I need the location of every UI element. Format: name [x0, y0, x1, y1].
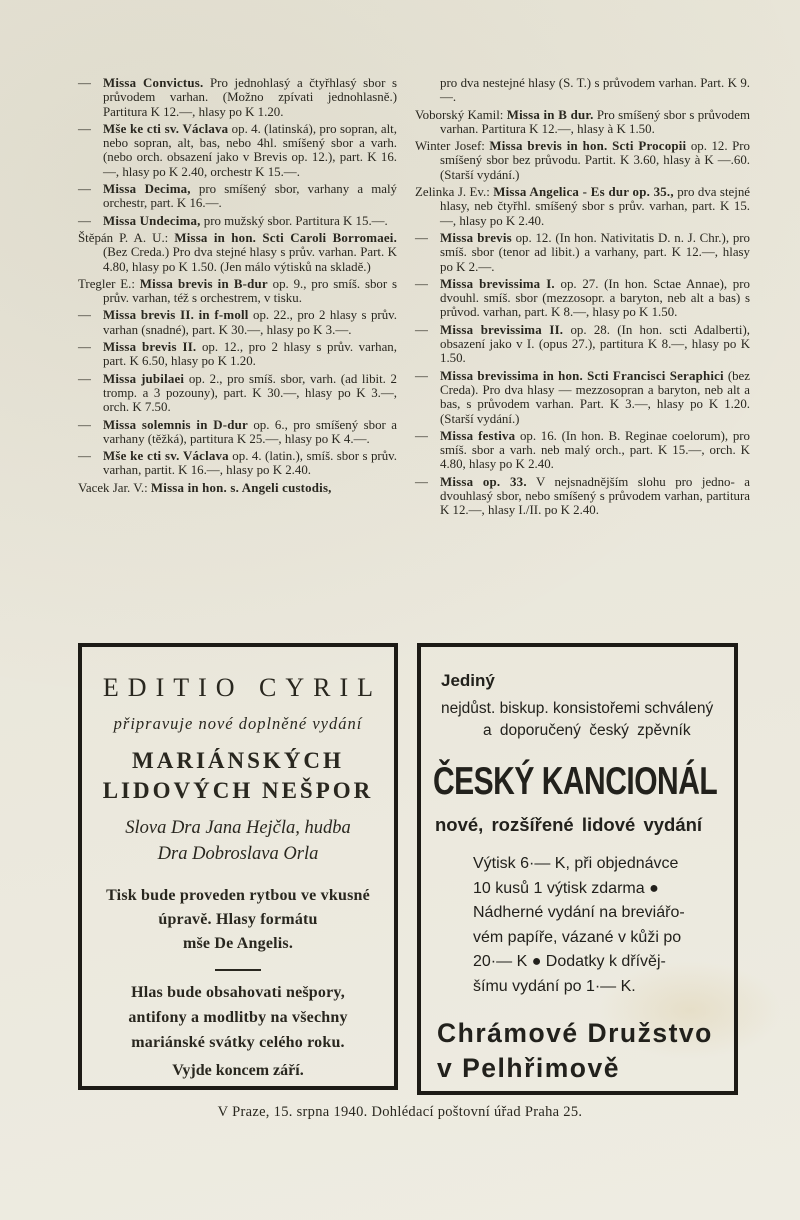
text-line: šímu vydání po 1·— K. [473, 977, 636, 995]
entry-text: op. 4. (latin.), smíš. sbor s prův. varhan, partit. K 16.—, hlasy po K 2.40. [103, 449, 397, 478]
ad-publisher-signature [437, 1016, 734, 1086]
text-line: 20·— K ● Dodatky k dřívěj- [473, 953, 666, 970]
entry-dash: — [78, 213, 91, 228]
entry-title: Missa brevis II. in f-moll [103, 308, 249, 323]
catalog-entry [415, 185, 750, 228]
entry-title: Missa brevissima I. [440, 276, 555, 291]
entry-dash: — [415, 474, 428, 489]
entry-author: Štěpán P. A. U.: [78, 230, 175, 245]
text-line: MARIÁNSKÝCH [132, 748, 344, 773]
entry-author: Voborský Kamil: [415, 107, 507, 122]
text-line: Hlas bude obsahovati nešpory, [131, 984, 345, 1001]
ad-approval-note [441, 698, 720, 742]
catalog-entry [415, 323, 750, 366]
ad-publisher-name: EDITIO CYRIL [102, 673, 383, 702]
text-line: Tisk bude proveden rytbou ve vkusné [106, 887, 370, 904]
catalog-entry [415, 108, 750, 137]
catalog-entry [415, 277, 750, 320]
text-line: vém papíře, vázané v kůži po [473, 928, 682, 946]
entry-text: Pro smíšený sbor s průvodem varhan. Partitura K 12.—, hlasy à K 1.50. [440, 107, 750, 136]
entry-text: V nejsnadnějším slohu pro jedno- a dvouhlasý sbor, nebo smíšený s průvodem varhan, partitura K 12.—, hlasy I./II. po K 2.40. [440, 474, 750, 518]
catalog-entry [78, 449, 397, 478]
catalog-entry [415, 231, 750, 274]
text-line: Nádherné vydání na breviářo- [473, 904, 685, 921]
entry-text: (Bez Creda.) Pro dva stejné hlasy s prův. varhan. Part. K 4.80, hlasy po K 1.50. (Jen málo výtisků na skladě.) [103, 245, 397, 274]
entry-title: Missa solemnis in D-dur [103, 417, 248, 432]
ad-title [82, 746, 394, 806]
entry-title: Missa Convictus. [103, 76, 204, 90]
entry-dash: — [78, 449, 91, 464]
entry-dash: — [78, 417, 91, 432]
entry-dash: — [78, 182, 91, 197]
entry-dash: — [415, 322, 428, 337]
catalog-entry [415, 429, 750, 472]
catalog-entry [78, 372, 397, 415]
entry-text: op. 9., pro smíš. sbor s prův. varhan, též s orchestrem, v tisku. [103, 276, 397, 306]
ad-lead-word: Jediný [441, 671, 495, 690]
text-line: v Pelhřimově [437, 1053, 620, 1083]
ad-tagline: připravuje nové doplněné vydání [113, 714, 363, 733]
entry-title: Missa brevis in B-dur [139, 276, 268, 291]
entry-title: Mše ke cti sv. Václava [103, 121, 229, 136]
catalog-entry [415, 369, 750, 426]
entry-dash: — [415, 428, 428, 443]
catalog-entry [78, 308, 397, 337]
entry-title: Missa Decima, [103, 182, 191, 197]
catalog-entry [78, 122, 397, 179]
text-line: a doporučený český zpěvník [483, 722, 691, 739]
catalog-entry [415, 475, 750, 518]
entry-dash: — [415, 230, 428, 245]
entry-text: op. 22., pro 2 hlasy s prův. varhan (snadné), part. K 30.—, hlasy po K 3.—. [103, 308, 397, 337]
entry-text: (bez Creda). Pro dva hlasy — mezzosopran a baryton, neb alt a bas, s průvodem varhan. Part. K 3.—, hlasy po K 1.20. (Starší vydání.) [440, 368, 751, 426]
catalog-entry [415, 139, 750, 182]
catalog-entry [78, 76, 397, 119]
text-line: Slova Dra Jana Hejčla, hudba [125, 818, 351, 838]
entry-title: Missa Angelica - Es dur op. 35., [493, 185, 674, 200]
entry-text: op. 12., pro 2 hlasy s prův. varhan, part. K 6.50, hlasy po K 1.20. [103, 340, 397, 369]
text-line: mše De Angelis. [182, 935, 294, 952]
entry-title: Missa festiva [440, 428, 516, 443]
entry-title: Missa brevissima II. [440, 322, 564, 337]
entry-dash: — [78, 76, 91, 90]
entry-title: Missa brevissima in hon. Scti Francisci Seraphici [440, 368, 724, 383]
entry-dash: — [78, 308, 91, 323]
entry-text: op. 2., pro smíš. sbor, varh. (ad libit. 2 tromp. a 3 pozouny), part. K 30.—, hlasy po K 3.—, orch. K 7.50. [103, 371, 397, 415]
entry-author: Zelinka J. Ev.: [415, 185, 494, 200]
catalog-right-column [415, 76, 750, 521]
entry-dash: — [415, 276, 428, 291]
entry-text: op. 12. (In hon. Nativitatis D. n. J. Chr.), pro smíš. sbor (tenor ad libit.) a varhany, part. K 12.—, hlasy po K 2.—. [440, 230, 750, 274]
text-line: nejdůst. biskup. konsistořemi schválený [441, 700, 714, 717]
catalog-entry [78, 277, 397, 306]
entry-title: Missa in B dur. [506, 107, 594, 122]
entry-text: op. 16. (In hon. B. Reginae coelorum), pro smíš. sbor a varh. neb malý orch., part. K 15.—, orch. K 4.80, hlasy po K 2.40. [440, 428, 750, 472]
text-line: mariánské svátky celého roku. [131, 1034, 345, 1051]
catalog-entry [78, 231, 397, 274]
entry-dash: — [78, 340, 91, 355]
text-line: LIDOVÝCH NEŠPOR [102, 778, 374, 803]
catalog-entry [78, 418, 397, 447]
text-line: 10 kusů 1 výtisk zdarma ● [473, 879, 659, 897]
entry-author: Tregler E.: [78, 276, 140, 291]
entry-text: pro mužský sbor. Partitura K 15.—. [200, 213, 388, 228]
entry-dash: — [415, 368, 428, 383]
entry-title: Missa brevis II. [103, 340, 197, 355]
catalog-entry [78, 340, 397, 369]
ad-content-note [82, 980, 394, 1055]
entry-text: op. 12. Pro smíšený sbor bez průvodu. Partit. K 3.60, hlasy à K —.60. (Starší vydání.) [440, 139, 750, 182]
entry-dash: — [78, 121, 91, 136]
entry-title: Missa in hon. Scti Caroli Borromaei. [174, 230, 397, 245]
catalog-entry [78, 182, 397, 211]
ad-pricing-info [473, 852, 710, 999]
catalog-entry [78, 481, 397, 495]
ad-cesky-kancional [417, 643, 738, 1095]
ad-edition-subtitle: nové, rozšířené lidové vydání [435, 814, 703, 835]
entry-text: pro dva stejné hlasy, neb čtyřhl. smíšený sbor s prův. varhan, part. K 15.—, hlasy po K 2.40. [440, 185, 750, 228]
entry-author: Vacek Jar. V.: [78, 480, 151, 495]
entry-text: op. 28. (In hon. scti Adalberti), obsazení jako v I. (opus 27.), partitura K 8.—, hlasy po K 1.50. [440, 322, 750, 366]
entry-title: Missa in hon. s. Angeli custodis, [150, 480, 332, 495]
entry-title: Missa jubilaei [103, 371, 185, 386]
entry-text: op. 4. (latinská), pro sopran, alt, nebo sopran, alt, bas, nebo 4hl. smíšený sbor a varh. (nebo orch. obsazení jako v Brevis op. 12.), part. K 16.—, hlasy po K 2.40, orchestr K 15.—. [103, 121, 397, 179]
ad-print-note [82, 884, 394, 956]
entry-title: Missa Undecima, [103, 213, 201, 228]
catalog-entry [415, 76, 750, 105]
text-line: Výtisk 6·— K, při objednávce [473, 855, 679, 872]
text-line: úpravě. Hlasy formátu [158, 911, 318, 928]
ad-release-note: Vyjde koncem září. [172, 1062, 304, 1079]
text-line: Dra Dobroslava Orla [157, 844, 319, 864]
entry-dash: — [78, 371, 91, 386]
ad-songbook-title: ČESKÝ KANCIONÁL [433, 760, 718, 803]
catalog-listing [78, 76, 750, 521]
entry-title: Mše ke cti sv. Václava [103, 449, 229, 464]
catalog-left-column [78, 76, 397, 521]
catalog-entry [78, 214, 397, 228]
ad-credits [82, 815, 394, 867]
page-footer: V Praze, 15. srpna 1940. Dohlédací poštovní úřad Praha 25. [217, 1104, 583, 1120]
entry-author: Winter Josef: [415, 139, 490, 154]
entry-title: Missa brevis [440, 230, 512, 245]
entry-text: op. 27. (In hon. Sctae Annae), pro dvouhl. smíš. sbor (mezzosopr. a baryton, neb alt a bas) s průvod. varhan, part. K 8.—, hlasy po K 1.50. [440, 276, 750, 320]
entry-text: Pro jednohlasý a čtyřhlasý sbor s průvodem varhan. (Možno zpívati jednohlasně.) Partitura K 12.—, hlasy po K 1.20. [103, 76, 397, 119]
divider [215, 969, 261, 971]
entry-text: pro smíšený sbor, varhany a malý orchestr, part. K 16.—. [103, 182, 397, 211]
entry-text: pro dva nestejné hlasy (S. T.) s průvodem varhan. Part. K 9.—. [440, 76, 750, 105]
ad-editio-cyril [78, 643, 398, 1090]
entry-title: Missa brevis in hon. Scti Procopii [489, 139, 687, 154]
entry-title: Missa op. 33. [440, 474, 527, 489]
text-line: antifony a modlitby na všechny [128, 1009, 348, 1026]
text-line: Chrámové Družstvo [437, 1018, 713, 1048]
entry-text: op. 6., pro smíšený sbor a varhany (těžká), partitura K 25.—, hlasy po K 4.—. [103, 417, 397, 446]
